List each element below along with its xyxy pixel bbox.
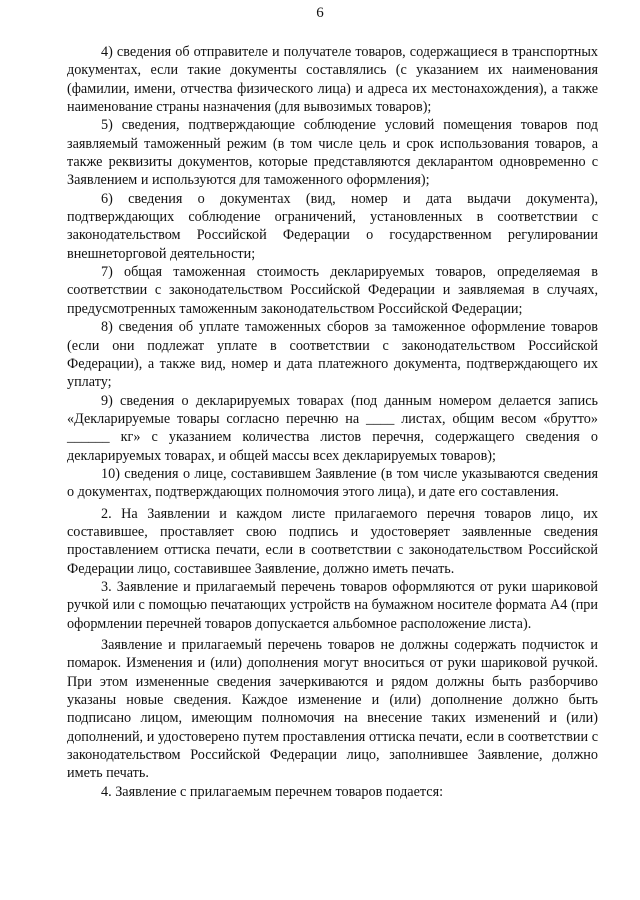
page-number: 6 <box>316 5 324 21</box>
item-10-declarant-info: 10) сведения о лице, составившем Заявление (в том числе указываются сведения о документах, подтверждающих полномочия этого лица), и дате его составления. <box>67 465 598 501</box>
document-body <box>67 43 598 801</box>
item-8-customs-fees: 8) сведения об уплате таможенных сборов за таможенное оформление товаров (если они подлежат уплате в соответствии с законодательством Российской Федерации), а также вид, номер и дата платежного документа, подтверждающего их уплату; <box>67 319 598 391</box>
item-4-sender-recipient: 4) сведения об отправителе и получателе товаров, содержащиеся в транспортных документах, если такие документы составлялись (с указанием их наименования (фамилии, имени, отчества физического лица) и адреса их местонахождения), а также наименование страны назначения (для вывозимых товаров); <box>67 44 598 116</box>
item-9-declared-goods: 9) сведения о декларируемых товарах (под данным номером делается запись «Декларируемые товары согласно перечню на ____ листах, общим весом «брутто» ______ кг» с указанием количества листов перечня, содержащего сведения о декларируемых товарах, и общей массы всех декларируемых товаров); <box>67 392 598 464</box>
clause-3-format: 3. Заявление и прилагаемый перечень товаров оформляются от руки шариковой ручкой или с помощью печатающих устройств на бумажном носителе формата А4 (при оформлении перечней товаров допускается альбомное расположение листа). <box>67 578 598 632</box>
item-7-customs-value: 7) общая таможенная стоимость декларируемых товаров, определяемая в соответствии с законодательством Российской Федерации и заявляемая в случаях, предусмотренных таможенным законодательством Российской Федерации; <box>67 264 598 317</box>
clause-2-signature: 2. На Заявлении и каждом листе прилагаемого перечня товаров лицо, их составившее, проставляет свою подпись и удостоверяет заявленные сведения проставлением оттиска печати, если в соответствии с законодательством Российской Федерации лицо, составившее Заявление, должно иметь печать. <box>67 505 598 577</box>
clause-4-submission: 4. Заявление с прилагаемым перечнем товаров подается: <box>101 783 444 800</box>
item-5-customs-regime: 5) сведения, подтверждающие соблюдение условий помещения товаров под заявляемый таможенный режим (в том числе цель и срок использования товаров, а также реквизиты документов, которые представляются декларантом одновременно с Заявлением и используются для таможенного оформления); <box>67 117 598 189</box>
corrections-paragraph: Заявление и прилагаемый перечень товаров не должны содержать подчисток и помарок. Изменения и (или) дополнения могут вноситься от руки шариковой ручкой. При этом измененные сведения зачеркиваются и рядом должны быть разборчиво указаны новые сведения. Каждое изменение и (или) дополнение должно быть подписано лицом, имеющим полномочия на внесение таких изменений и (или) дополнений, и удостоверено путем проставления оттиска печати, если в соответствии с законодательством Российской Федерации лицо, заполнившее Заявление, должно иметь печать. <box>67 637 598 782</box>
item-6-restriction-documents: 6) сведения о документах (вид, номер и дата выдачи документа), подтверждающих соблюдение ограничений, установленных в соответствии с законодательством Российской Федерации о государственном регулировании внешнеторговой деятельности; <box>67 190 598 262</box>
